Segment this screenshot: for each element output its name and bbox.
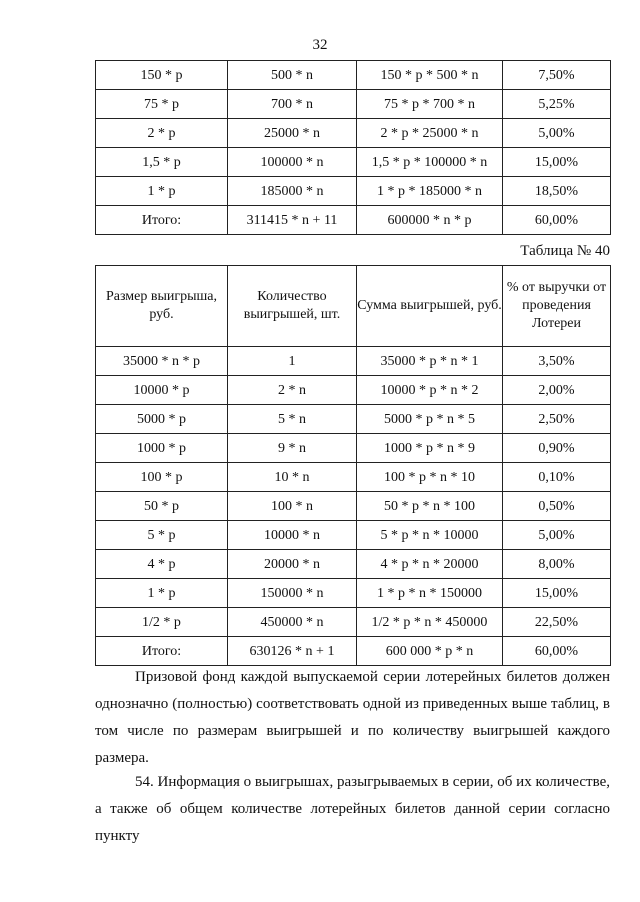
table-cell: 5 * p * n * 10000 — [357, 521, 503, 550]
table-cell: 630126 * n + 1 — [228, 637, 357, 666]
table-cell: 60,00% — [503, 637, 611, 666]
table-cell: 20000 * n — [228, 550, 357, 579]
table-cell: 22,50% — [503, 608, 611, 637]
table-cell: 1000 * p * n * 9 — [357, 434, 503, 463]
table-cell: 10000 * p * n * 2 — [357, 376, 503, 405]
table-cell: 1 * p * n * 150000 — [357, 579, 503, 608]
table-cell: 60,00% — [503, 206, 611, 235]
table-cell: 0,50% — [503, 492, 611, 521]
table-row — [96, 90, 611, 119]
table-cell: 1 * p — [96, 177, 228, 206]
table-cell: 3,50% — [503, 347, 611, 376]
table-cell: 500 * n — [228, 61, 357, 90]
table-cell: 25000 * n — [228, 119, 357, 148]
table-caption: Таблица № 40 — [520, 243, 610, 259]
table-row — [96, 492, 611, 521]
table-cell: 2 * p * 25000 * n — [357, 119, 503, 148]
table-row — [96, 521, 611, 550]
table-row — [96, 206, 611, 235]
table-cell: 10 * n — [228, 463, 357, 492]
header-prize-size: Размер выигрыша, руб. — [96, 266, 228, 347]
table-cell: 100000 * n — [228, 148, 357, 177]
table-cell: 600 000 * p * n — [357, 637, 503, 666]
table-cell: 150 * p * 500 * n — [357, 61, 503, 90]
table-cell: 2,00% — [503, 376, 611, 405]
table-cell: Итого: — [96, 206, 228, 235]
paragraph-54: 54. Информация о выигрышах, разыгрываемых в серии, об их количестве, а также об общем количестве лотерейных билетов данной серии согласно пункту — [95, 774, 610, 844]
table-cell: 15,00% — [503, 148, 611, 177]
table-cell: 311415 * n + 11 — [228, 206, 357, 235]
table-cell: 0,90% — [503, 434, 611, 463]
table-row — [96, 463, 611, 492]
table-cell: 1/2 * p — [96, 608, 228, 637]
table-header-row — [96, 266, 611, 347]
table-cell: 450000 * n — [228, 608, 357, 637]
table-row — [96, 434, 611, 463]
table-cell: 5,00% — [503, 521, 611, 550]
table-cell: 150000 * n — [228, 579, 357, 608]
table-cell: 100 * n — [228, 492, 357, 521]
table-cell: 600000 * n * p — [357, 206, 503, 235]
table-cell: 100 * p * n * 10 — [357, 463, 503, 492]
table-cell: 1,5 * p * 100000 * n — [357, 148, 503, 177]
table-cell: 10000 * n — [228, 521, 357, 550]
table-cell: 5000 * p — [96, 405, 228, 434]
table-row — [96, 637, 611, 666]
header-prize-count: Количество выигрышей, шт. — [228, 266, 357, 347]
table-cell: 18,50% — [503, 177, 611, 206]
header-revenue-percent: % от выручки от проведения Лотереи — [503, 266, 611, 347]
page-number: 32 — [312, 37, 328, 53]
table-row — [96, 550, 611, 579]
table-cell: 35000 * p * n * 1 — [357, 347, 503, 376]
table-cell: 700 * n — [228, 90, 357, 119]
table-cell: 100 * p — [96, 463, 228, 492]
prize-table-40-body — [96, 347, 611, 666]
table-cell: 5000 * p * n * 5 — [357, 405, 503, 434]
table-cell: 5 * p — [96, 521, 228, 550]
table-cell: 0,10% — [503, 463, 611, 492]
table-cell: 15,00% — [503, 579, 611, 608]
table-cell: 4 * p * n * 20000 — [357, 550, 503, 579]
table-cell: 9 * n — [228, 434, 357, 463]
table-cell: 75 * p — [96, 90, 228, 119]
table-cell: 1 * p — [96, 579, 228, 608]
prize-table-continued — [95, 60, 611, 235]
paragraph-prize-fund: Призовой фонд каждой выпускаемой серии лотерейных билетов должен однозначно (полностью) соответствовать одной из приведенных выше таблиц, в том числе по размерам выигрышей и по количеству выигрышей каждого размера. — [95, 669, 610, 766]
table-cell: 185000 * n — [228, 177, 357, 206]
table-row — [96, 579, 611, 608]
table-cell: 1000 * p — [96, 434, 228, 463]
table-cell: 1/2 * p * n * 450000 — [357, 608, 503, 637]
table-cell: 2,50% — [503, 405, 611, 434]
table-cell: 50 * p — [96, 492, 228, 521]
table-cell: 4 * p — [96, 550, 228, 579]
table-row — [96, 119, 611, 148]
table-cell: 50 * p * n * 100 — [357, 492, 503, 521]
table-cell: 75 * p * 700 * n — [357, 90, 503, 119]
table-row — [96, 148, 611, 177]
table-cell: 35000 * n * p — [96, 347, 228, 376]
table-cell: 1 — [228, 347, 357, 376]
table-row — [96, 405, 611, 434]
table-cell: 2 * p — [96, 119, 228, 148]
table-cell: 10000 * p — [96, 376, 228, 405]
table-row — [96, 177, 611, 206]
table-cell: 5,25% — [503, 90, 611, 119]
table-cell: 1 * p * 185000 * n — [357, 177, 503, 206]
table-cell: 5,00% — [503, 119, 611, 148]
table-cell: 7,50% — [503, 61, 611, 90]
prize-table-40 — [95, 265, 611, 666]
table-row — [96, 61, 611, 90]
table-cell: 5 * n — [228, 405, 357, 434]
table-cell: 8,00% — [503, 550, 611, 579]
table-row — [96, 347, 611, 376]
table-row — [96, 608, 611, 637]
table-cell: 1,5 * p — [96, 148, 228, 177]
header-prize-sum: Сумма выигрышей, руб. — [357, 266, 503, 347]
table-cell: 150 * p — [96, 61, 228, 90]
table-cell: Итого: — [96, 637, 228, 666]
table-cell: 2 * n — [228, 376, 357, 405]
table-row — [96, 376, 611, 405]
prize-table-continued-body — [96, 61, 611, 235]
